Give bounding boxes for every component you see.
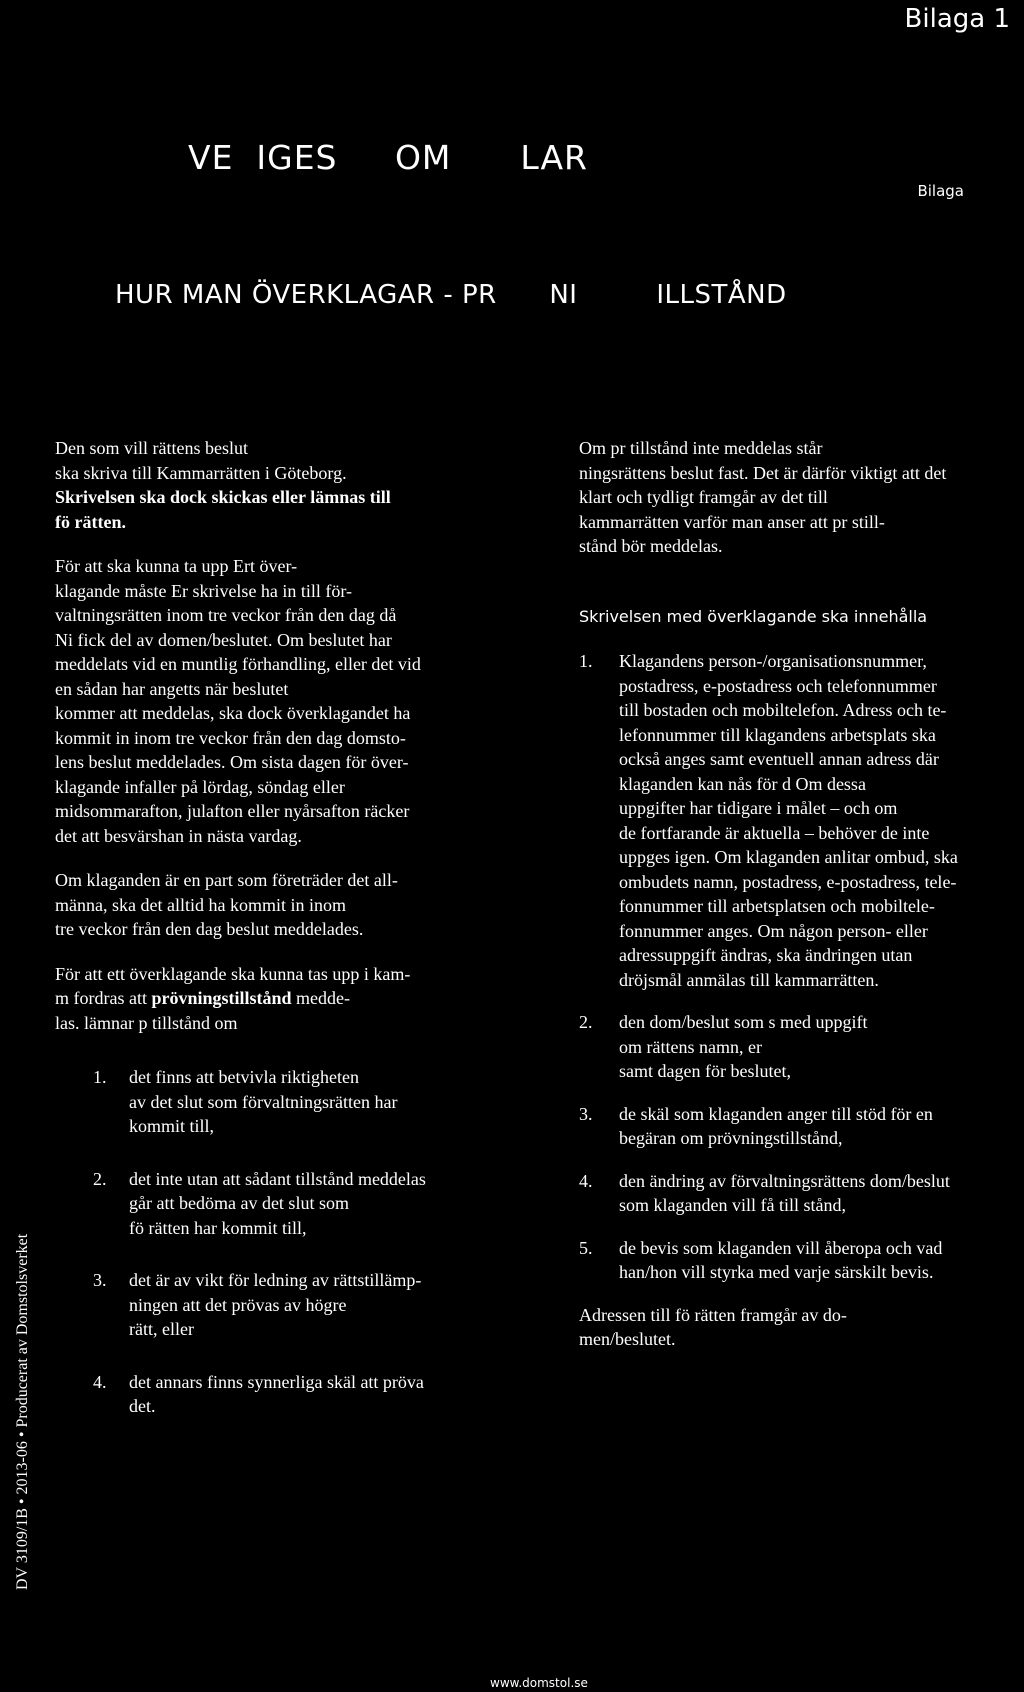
- list-text: Klagandens person-/organisationsnummer, postadress, e-postadress och telefonnummer till bostaden och mobiltelefon. Adress och te- lefonnummer till klagandens arbetsplats ska också anges samt eventuell annan adress där klaganden kan nås för d Om dessa uppgifter har tidigare i målet – och om de fortfarande är aktuella – behöver de inte uppges igen. Om klaganden anlitar ombud, ska ombudets namn, postadress, e-postadress, tele- fonnummer till arbetsplatsen och mobiltele- fonnummer anges. Om någon person- eller adressuppgift ändras, ska ändringen utan dröjsmål anmälas till kammarrätten.: [619, 651, 958, 990]
- list-text: den dom/beslut som s med uppgift om rättens namn, er samt dagen för beslutet,: [619, 1012, 868, 1081]
- requirements-heading: Skrivelsen med överklagande ska innehålla: [579, 606, 928, 626]
- list-number: 4.: [579, 1170, 593, 1191]
- list-text: de skäl som klaganden anger till stöd för en begäran om prövningstillstånd,: [619, 1103, 933, 1148]
- list-number: 4.: [93, 1371, 107, 1392]
- intro-paragraph: [55, 436, 495, 534]
- public-party-paragraph: Om klaganden är en part som företräder det all- männa, ska det alltid ha kommit in inom tre veckor från den dag beslut meddelades.: [55, 870, 398, 939]
- list-item: [579, 1236, 1019, 1285]
- list-number: 2.: [93, 1168, 107, 1189]
- requirements-list: [579, 649, 1019, 1285]
- document-title: VE IGES OM LAR: [188, 138, 588, 177]
- leave-denied-paragraph: Om pr tillstånd inte meddelas står ningsrättens beslut fast. Det är därför viktigt att det klart och tydligt framgår av det till kammarrätten varför man anser att pr still- stånd bör meddelas.: [579, 438, 947, 556]
- list-text: det finns att betvivla riktigheten av det slut som förvaltningsrätten har kommit till,: [129, 1067, 398, 1136]
- list-item: [579, 1010, 1019, 1084]
- list-item: [579, 1169, 1019, 1218]
- list-item: [579, 1102, 1019, 1151]
- list-text: den ändring av förvaltningsrättens dom/beslut som klaganden vill få till stånd,: [619, 1170, 950, 1215]
- list-number: 3.: [579, 1103, 593, 1124]
- deadline-paragraph: För att ska kunna ta upp Ert över- klagande måste Er skrivelse ha in till för- valtningsrätten inom tre veckor från den dag då Ni fick del av domen/beslutet. Om beslutet har meddelats vid en muntlig förhandling, eller det vid en sådan har angetts när beslutet kommer att meddelas, ska dock överklagandet ha kommit in inom tre veckor från den dag domsto- lens beslut meddelades. Om sista dagen för över- klagande infaller på lördag, söndag eller midsommarafton, julafton eller nyårsafton räcker det att besvärshan in nästa vardag.: [55, 556, 421, 846]
- leave-to-appeal-paragraph: [55, 962, 495, 1036]
- list-item: [579, 649, 1019, 992]
- list-text: de bevis som klaganden vill åberopa och vad han/hon vill styrka med varje särskilt bevis.: [619, 1237, 943, 1282]
- attachment-label-top: Bilaga 1: [904, 4, 1010, 34]
- list-number: 5.: [579, 1237, 593, 1258]
- left-column: [55, 436, 495, 1447]
- list-item: [93, 1065, 495, 1139]
- leave-text-end: medde- las. lämnar p tillstånd om: [55, 988, 350, 1033]
- list-text: det inte utan att sådant tillstånd meddelas går att bedöma av det slut som fö rätten har kommit till,: [129, 1168, 426, 1238]
- right-column: [579, 436, 1019, 1372]
- list-item: [93, 1370, 495, 1419]
- list-number: 2.: [579, 1012, 593, 1032]
- footer-url: www.domstol.se: [490, 1676, 588, 1690]
- list-number: 3.: [93, 1270, 107, 1290]
- document-subtitle: HUR MAN ÖVERKLAGAR - PR NI ILLSTÅND: [115, 280, 787, 310]
- leave-conditions-list: [93, 1065, 495, 1419]
- list-item: [93, 1167, 495, 1241]
- intro-text: Den som vill rättens beslut ska skriva till Kammarrätten i Göteborg.: [55, 438, 347, 483]
- leave-text-start: För att ett överklagande ska kunna tas upp i kam- m fordras att: [55, 963, 411, 1008]
- intro-bold-text: Skrivelsen ska dock skickas eller lämnas till fö rätten.: [55, 487, 391, 532]
- list-number: 1.: [93, 1067, 107, 1087]
- leave-bold-term: prövningstillstånd: [151, 988, 292, 1008]
- list-text: det annars finns synnerliga skäl att pröva det.: [129, 1371, 424, 1416]
- list-number: 1.: [579, 651, 593, 671]
- list-item: [93, 1268, 495, 1342]
- attachment-label-small: Bilaga: [917, 182, 964, 200]
- side-stamp: DV 3109/1B • 2013-06 • Producerat av Domstolsverket: [14, 1233, 31, 1590]
- closing-paragraph: Adressen till fö rätten framgår av do- men/beslutet.: [579, 1304, 847, 1349]
- list-text: det är av vikt för ledning av rättstillämp- ningen att det prövas av högre rätt, eller: [129, 1270, 422, 1339]
